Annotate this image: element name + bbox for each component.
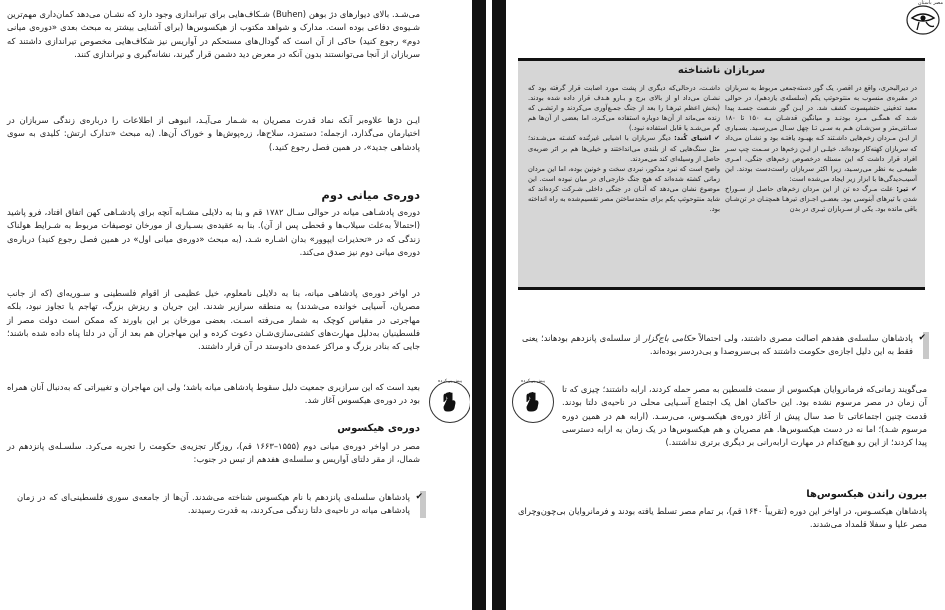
eye-of-horus-icon <box>904 0 942 40</box>
bullet-fifteenth-dynasty <box>17 491 426 518</box>
bullet-2-prefix: پادشاهان سلسله‌ی هفدهم اصالت مصری داشتند، ولی احتمالاً <box>698 333 913 343</box>
check-icon: ✔ <box>918 333 926 343</box>
sidebar-blunt-bullet <box>528 133 720 163</box>
right-paragraph-7: می‌گویند زمانی‌که فرمانروایان هیکسوس از سمت فلسطین به مصر حمله کردند، ارابه داشتند؛ چیزی که تا آن زمان در مصر مرسوم نشده بود. این حاکمان اهل یک اجتماع آسـیایی محلی در ناحیه‌ی دلتا بودند. قدمت چنین اجتماعاتی تا صد سال پیش از آغاز دوره‌ی هیکسـوس، می‌رسـد. (ارابه هم در همین دوره مرسوم شـد)؛ اما نه در دست هیکسوس‌ها. هم مصریان و هم هیکسوس‌ها در یک زمان به ارابه دسترسی پیدا کردند؛ از این رو هیچ‌کدام در مهارت ارابه‌رانی بر دیگری برتری نداشتند.) <box>562 384 927 448</box>
book-spine-right <box>492 0 506 610</box>
raised-fist-icon: پیش پر کرده <box>429 381 470 423</box>
header-caption: مصر باستان <box>917 0 943 6</box>
sidebar-left-text-1: داشـت، درحالی‌که دیگری از پشت مورد اصابت قرار گرفته بود که نشـان می‌داد او از بالای برج و بـارو هـدف قرار داده شده بودند. (بخش اعظم تیرهـا را بعد از جنگ جمـع‌آوری می‌کردند و ارتشـی که زنده می‌ماند از آن‌ها دوباره استفاده می‌کـرد، اما بعضی از آن‌ها هم گم می‌شـد یا قابل استفاده نبود.) <box>528 84 720 133</box>
arrow-text: علت مـرگ ده تن از این مردان زخم‌های حاصل از سـوراخ شدن با تیرهای آبنوسی بود. بعضـی اجـزای تیرهـا همچنـان در تن‌شـان باقی مانده بود. یکی از سـربازان تیـری در بدن <box>725 184 917 214</box>
heading-hyksos-period: دوره‌ی هیکسوس <box>337 423 420 434</box>
right-paragraph-8: پادشاهان هیکسـوس، در اواخر این دوره (تقریباً ۱۶۴۰ قم)، بر تمام مصر تسلط یافته بودند و فرمانروایان بی‌چون‌وچرای مصر علیا و سفلا قلمداد می‌شدند. <box>518 506 927 530</box>
left-page <box>0 0 470 610</box>
left-paragraph-1: می‌شـد. بالای دیوارهای دژ بوهن (Buhen) شـکاف‌هایی برای تیراندازی وجود دارد که نشـان می‌دهد کمان‌داری مهم‌ترین شـیوه‌ی دفاعی بوده است. مدارک و شواهد مکتوب از هیکسوس‌ها (برای آشنایی بیشتر به مبحث بعدی «دوره‌ی میانی دوم» رجوع کنید) حاکی از آن است که گودال‌های مستحکم در آواریس نیز شکاف‌هایی مخصوص تیراندازی داشتند که سربازان از آنجا می‌توانستند بدون آنکه در معرض دید دشمن قرار گیرند، نشانه‌گیری و تیراندازی کنند. <box>7 9 420 59</box>
raised-fist-icon: پیش پر کرده <box>512 381 554 423</box>
sidebar-unknown-soldiers <box>518 58 925 290</box>
check-icon: ✔ <box>415 492 423 502</box>
fist-glyph <box>522 391 544 413</box>
bullet-1-text: پادشاهان سلسله‌ی پانزدهم با نام هیکسوس شناخته می‌شدند. آن‌ها از جامعه‌ی سوری فلسطینی‌ای که در زمان پادشاهی میانه در ناحیه‌ی دلتا زندگی می‌کردند، به قدرت رسیدند. <box>17 492 410 516</box>
blunt-text: دیگر سربازان با اشیایی غیرتُنده کشـته می‌شـدند؛ مثل سنگ‌هایی که از بلندی می‌انداختند و خیلی‌ها هم بر اثر ضربه‌ی حاصل از وسیله‌ای کند می‌مردند. <box>528 134 720 163</box>
bullet-2-suffix: از سلسله‌ی پانزدهم بودهاند؛ یعنی فقط به این دلیل اجازه‌ی حکومت داشتند که بی‌سروصدا و بی‌دردسر بوده‌اند. <box>522 333 913 357</box>
sidebar-right-text: در دیرالبحری، واقع در اقصر، یک گور دسته‌جمعی مربوط به سربازان در مقبره‌ی منسوب به منتوحوتپ یکم (سلسله‌ی یازدهم)، در حوالی معبد تدفینی حتشپسوت کشف شد. در ایـن گور شـصت جسـد پیدا شـد که همگـی مـرد بودنـد و میانگین قدشـان بـه ۱۵۰ تا ۱۸۰ سـانتی‌متر و سن‌شـان هـم به سـی تـا چهل سـال می‌رسـید. بسـیاری از ایـن مـردان زخم‌هایی داشـتند کـه بهبـود یافتـه بود و نشـان می‌داد که سربازان کهنه‌کار بوده‌اند. خیلـی از ایـن زخم‌ها در سـمت چپ سـر افراد قرار داشت که این مسئله درخصوص زخم‌های جنگی، امـری طبیعـی به نظر می‌رسـید، زیرا اکثر سربازان راست‌دست بودند. این آسیب‌دیدگی‌ها با ابزار زیر ایجاد می‌شده است: <box>725 84 917 183</box>
bullet-2-italic: حکامی باج‌گزار <box>643 333 696 343</box>
sidebar-column-right <box>725 83 917 214</box>
left-paragraph-5: بعید است که این سرازیری جمعیت دلیل سقوط پادشاهی میانه باشد؛ ولی این مهاجران و تغییراتی که به‌دنبال آنان همراه بود در دوره‌ی هیکسوس آغاز شد. <box>7 382 420 406</box>
left-paragraph-6: مصر در اواخر دوره‌ی میانی دوم (۱۵۵۵–۱۶۶۳ قم)، روزگار تجزیه‌ی حکومت را تجربه می‌کرد. سلسـله‌ی پانزدهم در شمال، از مقر دلتای آواریس و سلسله‌ی هفدهم از تبس در جنوب: <box>7 441 420 465</box>
arrow-label: تیر: <box>896 184 909 193</box>
blunt-label: اشیای کُند: <box>674 134 712 143</box>
check-icon: ✔ <box>908 184 917 193</box>
left-paragraph-3: دوره‌ی پادشـاهی میانه در حوالی سـال ۱۷۸۲ قم و بنا به دلایلی مشـابه آنچه برای پادشـاهی کهن اتفاق افتاد، فرو پاشید (احتمالاً به‌علت سیلاب‌ها و قحطی پس از آن). بنا به عقیده‌ی بسـیاری از مورخان توصیفات مربوط به شـرایط هولناک زندگی که در «تحذیرات ایپوور» بدان اشـاره شـد، (به مبحث «دوره‌ی میانی اول» در همین فصل رجوع کنید) درباره‌ی دوره‌ی میانی دوم نیز صدق می‌کند. <box>7 207 421 257</box>
left-paragraph-2: ایـن دژها علاوه‌بر آنکه نماد قدرت مصریان به شـمار می‌آیـد، انبوهی از اطلاعات را درباره‌ی زندگی سربازان در اختیارمان می‌گذارد، ازجمله: دستمزد، سلاح‌ها، زره‌پوش‌ها و خوراک آن‌ها. (به مبحث «تدارک ارتش: کلیدی به سوی پادشاهی جدید»، در همین فصل رجوع کنید.) <box>7 115 420 152</box>
sidebar-title: سربازان ناشناخته <box>677 65 766 76</box>
right-page <box>506 0 945 610</box>
check-icon: ✔ <box>711 134 720 143</box>
sidebar-arrow-bullet <box>725 184 917 214</box>
sidebar-column-left <box>528 83 720 214</box>
sidebar-left-text-2: واضح است که نبرد مذکور، نبردی سخت و خونین بوده، اما این مردان زمانی کشته شده‌اند که هیچ جنگ خارجی‌ای در میان نبوده است. این موضوع نشان می‌دهد که آنـان در جنگی داخلی شـرکت کرده‌اند که شاید منتوحوتپ یکم برای متحدساختن مصر تقسیم‌شده به راه انداخته بود. <box>528 164 720 214</box>
book-spine-left <box>472 0 486 610</box>
fist-glyph <box>439 391 461 413</box>
bullet-seventeenth-dynasty <box>522 332 929 359</box>
heading-second-intermediate: دوره‌ی میانی دوم <box>321 188 420 202</box>
left-paragraph-4: در اواخر دوره‌ی پادشاهی میانه، بنا به دلایلی نامعلوم، خیل عظیمی از اقوام فلسطینی و سـوریه‌ای (که از جانب مصریان، آسیایی خوانده می‌شدند) به منطقه سرازیر شدند. این جریان و ریزش بزرگ، تهاجم یا تجاوز نبود، بلکه مهاجرتی در مقیاس کوچک به شمار می‌رفته اسـت. بعضی مورخان بر این باورند که ممکن است دولت مصر از فلسطینیان به‌دلیل مهارت‌های کشتی‌سازی‌شـان دعوت کرده و این مهاجران هم بعد از آن در دلتا پناه داده شده باشند؛ جایی که بنادر بزرگ و مراکز عمده‌ی دادوستد در آن قرار داشتند. <box>7 288 420 352</box>
heading-expelling-hyksos: بیرون راندن هیکسوس‌ها <box>806 489 927 500</box>
